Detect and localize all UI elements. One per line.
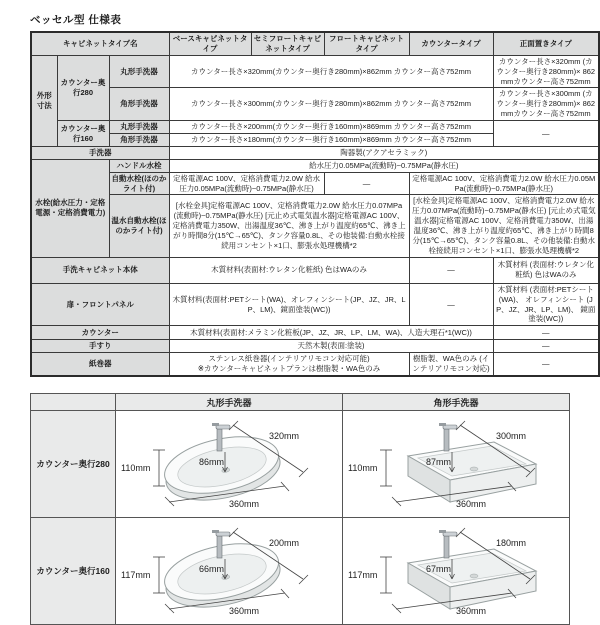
header-float-type: フロートキャビネットタイプ: [324, 32, 409, 55]
header-semifloat-type: セミフロートキャビネットタイプ: [251, 32, 324, 55]
cell-dim-square-160: カウンター長さ×180mm(カウンター奥行き160mm)×869mm カウンター高さ752mm: [169, 134, 493, 147]
cell-auto-faucet-spec-right: 定格電源AC 100V、定格消費電力2.0W 給水圧力0.05MPa(流動時)~0.75MPa(静水圧): [409, 172, 599, 195]
cell-countertop-material: 木質材料(表面材:メラミン化粧板(JP、JZ、JR、LP、LM、WA)、人造大理石*1(WC)): [169, 326, 493, 340]
bottom-dimension-label: 360mm: [229, 499, 260, 510]
label-outer-dimensions: 外形寸法: [31, 55, 57, 146]
bottom-dimension-label: 360mm: [229, 606, 260, 617]
header-cabinet-type-name: キャビネットタイプ名: [31, 32, 169, 55]
cell-cabinet-material: 木質材料(表面材:ウレタン化粧紙) 色はWAのみ: [169, 257, 409, 283]
diagram-round-280: [116, 411, 343, 518]
cell-dim-160-front-dash: —: [493, 121, 599, 147]
label-faucet-section: 水栓(給水圧力・定格電源・定格消費電力): [31, 159, 109, 257]
label-washbasin: 手洗器: [31, 146, 169, 159]
cell-auto-faucet-spec: 定格電源AC 100V、定格消費電力2.0W 給水圧力0.05MPa(流動時)~0.75MPa(静水圧): [169, 172, 324, 195]
cell-dim-square-280-front: カウンター長さ×300mm (カウンター奥行き280mm)× 862mmカウンター高さ752mm: [493, 88, 599, 121]
cell-dim-round-160: カウンター長さ×200mm(カウンター奥行き160mm)×869mm カウンター高さ752mm: [169, 121, 493, 134]
inner-dimension-label: 67mm: [426, 564, 452, 575]
cell-door-counter-dash: —: [409, 283, 493, 326]
height-dimension: [121, 557, 165, 593]
cell-dim-square-280: カウンター長さ×300mm(カウンター奥行き280mm)×862mm カウンター高さ752mm: [169, 88, 493, 121]
cell-paper-holder-front-dash: —: [493, 353, 599, 376]
diagram-square-280-svg: [344, 412, 568, 516]
cell-handrail-material: 天然木製(表面:塗装): [169, 340, 493, 353]
height-dimension: [121, 450, 165, 486]
round-sink-shape: [159, 535, 285, 617]
inner-dimension-label: 87mm: [426, 457, 452, 468]
cell-auto-faucet-float-dash: —: [324, 172, 409, 195]
cell-door-material: 木質材料(表面材:PETシート(WA)、オレフィンシート(JP、JZ、JR、LP、LM)、鏡面塗装(WC)): [169, 283, 409, 326]
diagram-row-label-280: カウンター奥行280: [31, 411, 116, 518]
diagram-square-160-svg: [344, 519, 568, 623]
label-counter-depth-280: カウンター奥行280: [57, 55, 109, 120]
height-dimension-label: 110mm: [348, 463, 378, 474]
paper-holder-line1: ステンレス紙巻器(インテリアリモコン対応可能): [208, 354, 370, 364]
diagram-header-square: 角形手洗器: [343, 394, 570, 411]
label-hotwater-auto-faucet: 温水自動水栓(ほのかライト付): [109, 195, 169, 257]
square-sink-shape: [408, 442, 536, 502]
cell-countertop-front-dash: —: [493, 326, 599, 340]
label-round-basin: 丸形手洗器: [109, 55, 169, 88]
cell-cabinet-material-front: 木質材料 (表面材:ウレタン化粧紙) 色はWAのみ: [493, 257, 599, 283]
label-round-basin-160: 丸形手洗器: [109, 121, 169, 134]
page-title: ベッセル型 仕様表: [30, 14, 122, 26]
cell-handrail-front-dash: —: [493, 340, 599, 353]
width-dimension-label: 200mm: [269, 538, 300, 549]
cell-handle-faucet-spec: 給水圧力0.05MPa(流動時)~0.75MPa(静水圧): [169, 159, 599, 172]
width-dimension-label: 180mm: [496, 538, 527, 549]
height-dimension-label: 110mm: [121, 463, 151, 474]
bottom-dimension-label: 360mm: [456, 606, 487, 617]
diagram-section: [30, 393, 600, 625]
faucet-icon: [439, 530, 457, 558]
cell-washbasin-material: 陶器製(アクアセラミック): [169, 146, 599, 159]
label-paper-holder: 紙巻器: [31, 353, 169, 376]
spec-table: [30, 31, 600, 377]
label-square-basin-160: 角形手洗器: [109, 134, 169, 147]
cell-hotwater-faucet-spec: [水栓金具]定格電源AC 100V、定格消費電力2.0W 給水圧力0.07MPa(流動時)~0.75MPa(静水圧) [元止め式電気温水器]定格電源AC 100V、定格消費電力350W、出湯温度36℃、沸き上がり温度約65℃、沸き上がり時間8分(15℃→65℃)、タンク容量0.8L、その他装備:自動水栓接続用コンセント×1口、膨張水処理機構*2: [169, 195, 409, 257]
label-counter-depth-160: カウンター奥行160: [57, 121, 109, 147]
label-countertop: カウンター: [31, 326, 169, 340]
label-cabinet-body: 手洗キャビネット本体: [31, 257, 169, 283]
height-dimension: [348, 450, 392, 486]
diagram-round-160-svg: [117, 519, 341, 623]
round-sink-shape: [159, 428, 285, 510]
label-door-front-panel: 扉・フロントパネル: [31, 283, 169, 326]
diagram-header-round: 丸形手洗器: [116, 394, 343, 411]
faucet-icon: [439, 423, 457, 451]
cell-hotwater-faucet-spec-right: [水栓金具]定格電源AC 100V、定格消費電力2.0W 給水圧力0.07MPa(流動時)~0.75MPa(静水圧) [元止め式電気温水器]定格電源AC 100V、定格消費電力350W、出湯温度36℃、沸き上がり温度約65℃、沸き上がり時間8分(15℃→65℃)、タンク容量0.8L、その他装備:自動水栓接続用コンセント×1口、膨張水処理機構*2: [409, 195, 599, 257]
diagram-table: [30, 393, 570, 625]
width-dimension-label: 320mm: [269, 431, 300, 442]
diagram-row-label-160: カウンター奥行160: [31, 518, 116, 625]
label-handle-faucet: ハンドル水栓: [109, 159, 169, 172]
header-counter-type: カウンタータイプ: [409, 32, 493, 55]
height-dimension-label: 117mm: [121, 570, 151, 581]
width-dimension-label: 300mm: [496, 431, 527, 442]
cell-paper-holder-material: [169, 353, 409, 376]
label-square-basin: 角形手洗器: [109, 88, 169, 121]
inner-dimension-label: 86mm: [199, 457, 225, 468]
paper-holder-line2: ※カウンターキャビネットプランは樹脂製・WA色のみ: [197, 364, 381, 374]
cell-dim-round-280-front: カウンター長さ×320mm (カウンター奥行き280mm)× 862mmカウンター高さ752mm: [493, 55, 599, 88]
cell-dim-round-280: カウンター長さ×320mm(カウンター奥行き280mm)×862mm カウンター高さ752mm: [169, 55, 493, 88]
inner-dimension-label: 66mm: [199, 564, 225, 575]
diagram-round-160: [116, 518, 343, 625]
diagram-square-280: [343, 411, 570, 518]
cell-paper-holder-counter: 樹脂製、WA色のみ (インテリアリモコン対応): [409, 353, 493, 376]
height-dimension: [348, 557, 392, 593]
diagram-square-160: [343, 518, 570, 625]
header-front-type: 正面置きタイプ: [493, 32, 599, 55]
bottom-dimension-label: 360mm: [456, 499, 487, 510]
diagram-corner-cell: [31, 394, 116, 411]
cell-door-material-front: 木質材料 (表面材:PETシート(WA)、 オレフィンシート (JP、JZ、JR、LP、LM)、 鏡面塗装(WC)): [493, 283, 599, 326]
square-sink-shape: [408, 549, 536, 609]
height-dimension-label: 117mm: [348, 570, 378, 581]
diagram-round-280-svg: [117, 412, 341, 516]
label-auto-faucet: 自動水栓(ほのかライト付): [109, 172, 169, 195]
header-base-type: ベースキャビネットタイプ: [169, 32, 251, 55]
cell-cabinet-counter-dash: —: [409, 257, 493, 283]
label-handrail: 手すり: [31, 340, 169, 353]
